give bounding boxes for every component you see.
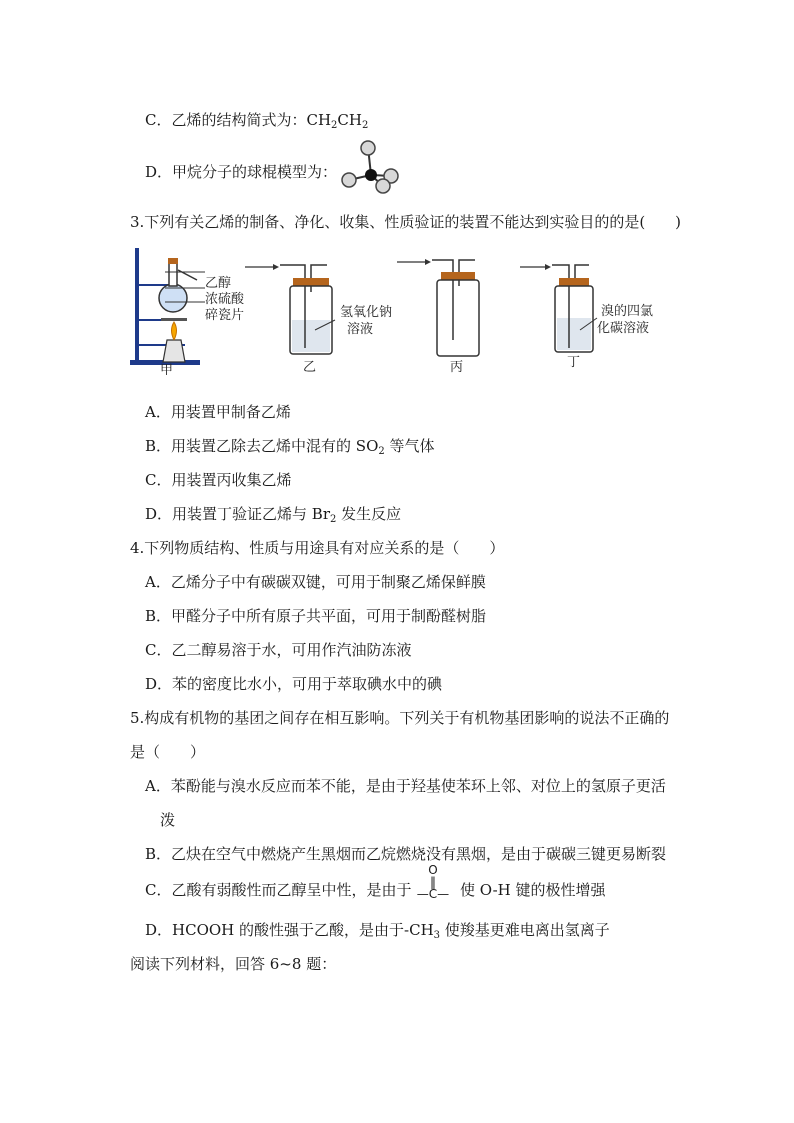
subscript: 2 [361, 120, 369, 131]
q4-option-c: C．乙二醇易溶于水，可用作汽油防冻液 [145, 641, 412, 659]
carbonyl-carbon: —C— [416, 887, 450, 901]
q2-option-d [145, 162, 337, 182]
label-bromine: 溴的四氯 [601, 304, 654, 319]
carbonyl-oxygen: O [428, 863, 438, 877]
q2-option-d-text: D．甲烷分子的球棍模型为： [145, 163, 338, 181]
q5-option-d [145, 920, 610, 940]
q3-apparatus-figure [125, 240, 670, 375]
q2-option-c-text-2: CH [337, 111, 362, 129]
apparatus-yi [245, 264, 392, 375]
apparatus-jia [130, 248, 245, 375]
reading-instruction: 阅读下列材料，回答 6~8 题： [130, 955, 337, 973]
q5-option-d-text: D．HCOOH 的酸性强于乙酸，是由于-CH [145, 921, 434, 939]
q5-option-c-text: C．乙酸有弱酸性而乙醇呈中性，是由于 [145, 881, 412, 899]
q3-option-c: C．用装置丙收集乙烯 [145, 471, 292, 489]
q3-option-d-text: D．用装置丁验证乙烯与 Br [145, 505, 330, 523]
subscript: 2 [330, 514, 337, 525]
q5-option-a-line2: 泼 [160, 811, 176, 829]
q4-option-d: D．苯的密度比水小，可用于萃取碘水中的碘 [145, 675, 443, 693]
label-ethanol: 乙醇 [205, 276, 232, 291]
subscript: 3 [433, 930, 441, 941]
q4-option-b: B．甲醛分子中所有原子共平面，可用于制酚醛树脂 [145, 607, 487, 625]
label-solution: 溶液 [347, 322, 374, 337]
label-conc-sulfuric-acid: 浓硫酸 [205, 292, 245, 307]
q5-option-d-text-2: 使羧基更难电离出氢离子 [440, 921, 610, 939]
q5-option-a-line1: A．苯酚能与溴水反应而苯不能，是由于羟基使苯环上邻、对位上的氢原子更活 [145, 777, 666, 795]
q4-stem: 4.下列物质结构、性质与用途具有对应关系的是（ ） [130, 539, 505, 557]
subscript: 2 [378, 446, 385, 457]
q3-option-b [145, 436, 435, 456]
apparatus-ding [520, 264, 653, 370]
q5-option-b: B．乙炔在空气中燃烧产生黑烟而乙烷燃烧没有黑烟，是由于碳碳三键更易断裂 [145, 845, 667, 863]
q4-option-a: A．乙烯分子中有碳碳双键，可用于制聚乙烯保鲜膜 [145, 573, 486, 591]
label-naoh: 氢氧化钠 [340, 305, 393, 320]
q5-option-c [145, 880, 411, 900]
carbonyl-group-structure [413, 864, 453, 900]
label-bing: 丙 [450, 360, 464, 375]
q3-option-a: A．用装置甲制备乙烯 [145, 403, 291, 421]
q5-option-c-suffix: 使 O-H 键的极性增强 [460, 881, 606, 899]
label-ding: 丁 [567, 355, 581, 370]
q2-option-c-text: C．乙烯的结构简式为：CH [145, 111, 332, 129]
label-ccl4-solution: 化碳溶液 [597, 321, 650, 336]
q3-option-d [145, 504, 401, 524]
double-bond: ‖ [430, 875, 436, 889]
q5-stem-line2: 是（ ） [130, 743, 206, 761]
q2-option-c [145, 110, 368, 130]
q3-option-d-text-2: 发生反应 [336, 505, 402, 523]
apparatus-bing [397, 259, 479, 375]
label-broken-porcelain: 碎瓷片 [205, 308, 245, 323]
methane-ball-stick-model [335, 140, 405, 195]
label-jia: 甲 [160, 363, 174, 375]
label-yi: 乙 [303, 360, 317, 375]
q3-option-b-text: B．用装置乙除去乙烯中混有的 SO [145, 437, 379, 455]
subscript: 2 [331, 120, 338, 131]
q5-stem-line1: 5.构成有机物的基团之间存在相互影响。下列关于有机物基团影响的说法不正确的 [130, 709, 670, 727]
q3-option-b-text-2: 等气体 [384, 437, 435, 455]
q3-stem: 3.下列有关乙烯的制备、净化、收集、性质验证的装置不能达到实验目的的是( ) [130, 213, 682, 231]
